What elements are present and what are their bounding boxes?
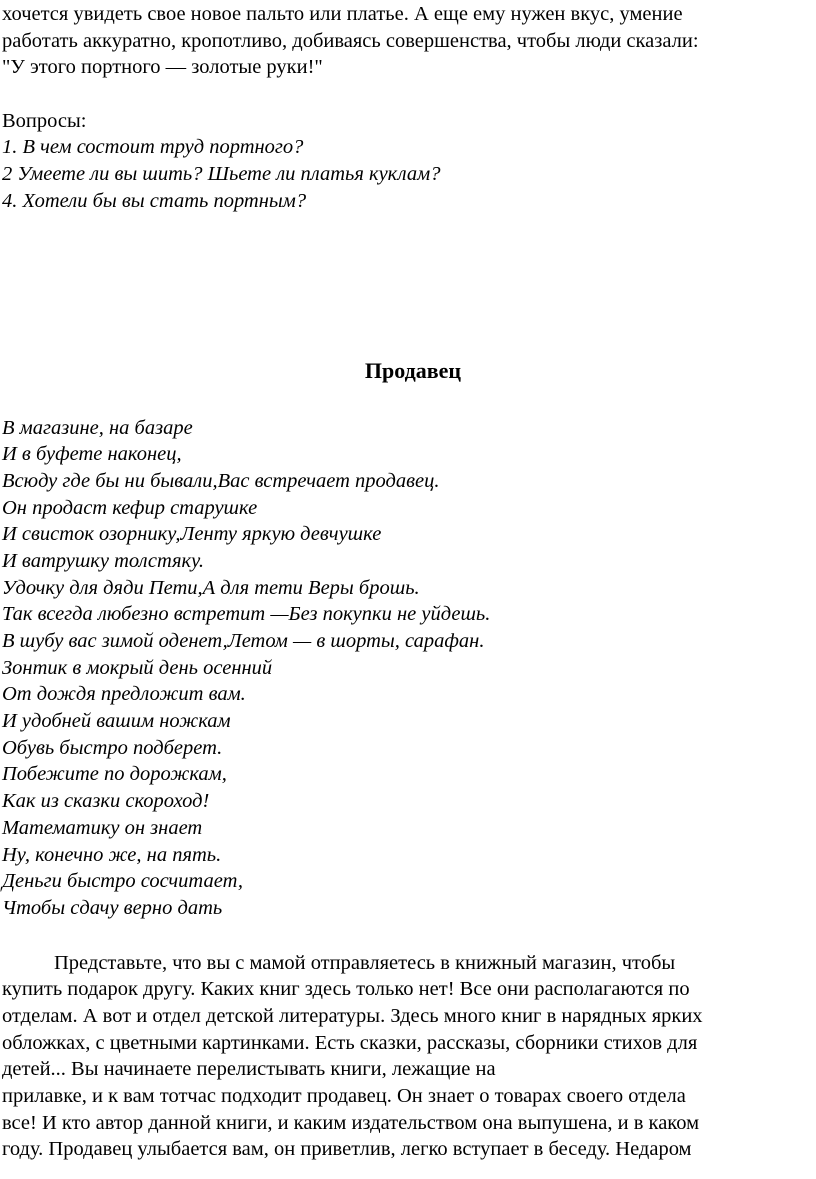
- poem-line: И в буфете наконец,: [2, 443, 182, 466]
- document-page: [2, 1, 812, 1163]
- poem-line: Как из сказки скороход!: [2, 790, 210, 813]
- paragraph-line: купить подарок другу. Каких книг здесь только нет! Все они располагаются по: [2, 978, 690, 1001]
- section-title: Продавец: [364, 357, 462, 383]
- questions-heading: Вопросы:: [2, 109, 87, 132]
- paragraph-line: детей... Вы начинаете перелистывать книги, лежащие на: [2, 1058, 496, 1081]
- question-item: 1. В чем состоит труд портного?: [2, 136, 304, 159]
- poem-line: В магазине, на базаре: [2, 416, 193, 439]
- poem-line: Обувь быстро подберет.: [2, 736, 223, 759]
- poem-line: Зонтик в мокрый день осенний: [2, 656, 273, 679]
- paragraph-line: году. Продавец улыбается вам, он приветлив, легко вступает в беседу. Недаром: [2, 1138, 692, 1161]
- poem-line: От дождя предложит вам.: [2, 683, 246, 706]
- intro-paragraph: [2, 1, 812, 81]
- question-item: 4. Хотели бы вы стать портным?: [2, 189, 307, 212]
- poem-line: В шубу вас зимой оденет,Летом — в шорты, сарафан.: [2, 630, 485, 652]
- poem-line: Математику он знает: [2, 816, 203, 839]
- poem-line: И удобней вашим ножкам: [2, 710, 231, 733]
- poem-line: Он продаст кефир старушке: [2, 496, 258, 519]
- paragraph-line: отделам. А вот и отдел детской литературы. Здесь много книг в нарядных ярких: [2, 1004, 703, 1027]
- paragraph-line: прилавке, и к вам тотчас подходит продавец. Он знает о товарах своего отдела: [2, 1085, 686, 1107]
- poem-line: Деньги быстро сосчитает,: [2, 870, 244, 893]
- intro-line: "У этого портного — золотые руки!": [2, 56, 323, 79]
- intro-line: хочется увидеть свое новое пальто или платье. А еще ему нужен вкус, умение: [2, 3, 683, 25]
- paragraph-line: обложках, с цветными картинками. Есть сказки, рассказы, сборники стихов для: [2, 1031, 698, 1054]
- spacer: [2, 922, 812, 950]
- question-item: 2 Умеете ли вы шить? Шьете ли платья куклам?: [2, 163, 441, 186]
- intro-line: работать аккуратно, кропотливо, добиваясь совершенства, чтобы люди сказали:: [2, 29, 699, 52]
- poem-line: И ватрушку толстяку.: [2, 549, 205, 572]
- poem-line: Чтобы сдачу верно дать: [2, 896, 223, 919]
- poem-line: Ну, конечно же, на пять.: [2, 843, 222, 866]
- questions-block: [2, 108, 812, 215]
- spacer: [2, 81, 812, 108]
- paragraph-line: все! И кто автор данной книги, и каким издательством она выпушена, и в каком: [2, 1111, 700, 1134]
- poem-line: Так всегда любезно встретит —Без покупки не уйдешь.: [2, 603, 491, 626]
- spacer: [2, 215, 812, 355]
- poem-line: Удочку для дяди Пети,А для тети Веры брошь.: [2, 576, 420, 599]
- paragraph-line: Представьте, что вы с мамой отправляетесь в книжный магазин, чтобы: [54, 951, 676, 974]
- poem-line: И свисток озорнику,Ленту яркую девчушке: [2, 523, 382, 546]
- poem-line: Побежите по дорожкам,: [2, 763, 227, 786]
- poem-line: Всюду где бы ни бывали,Вас встречает продавец.: [2, 469, 440, 492]
- poem: [2, 415, 812, 922]
- body-paragraph: [2, 950, 812, 1164]
- spacer: [2, 387, 812, 415]
